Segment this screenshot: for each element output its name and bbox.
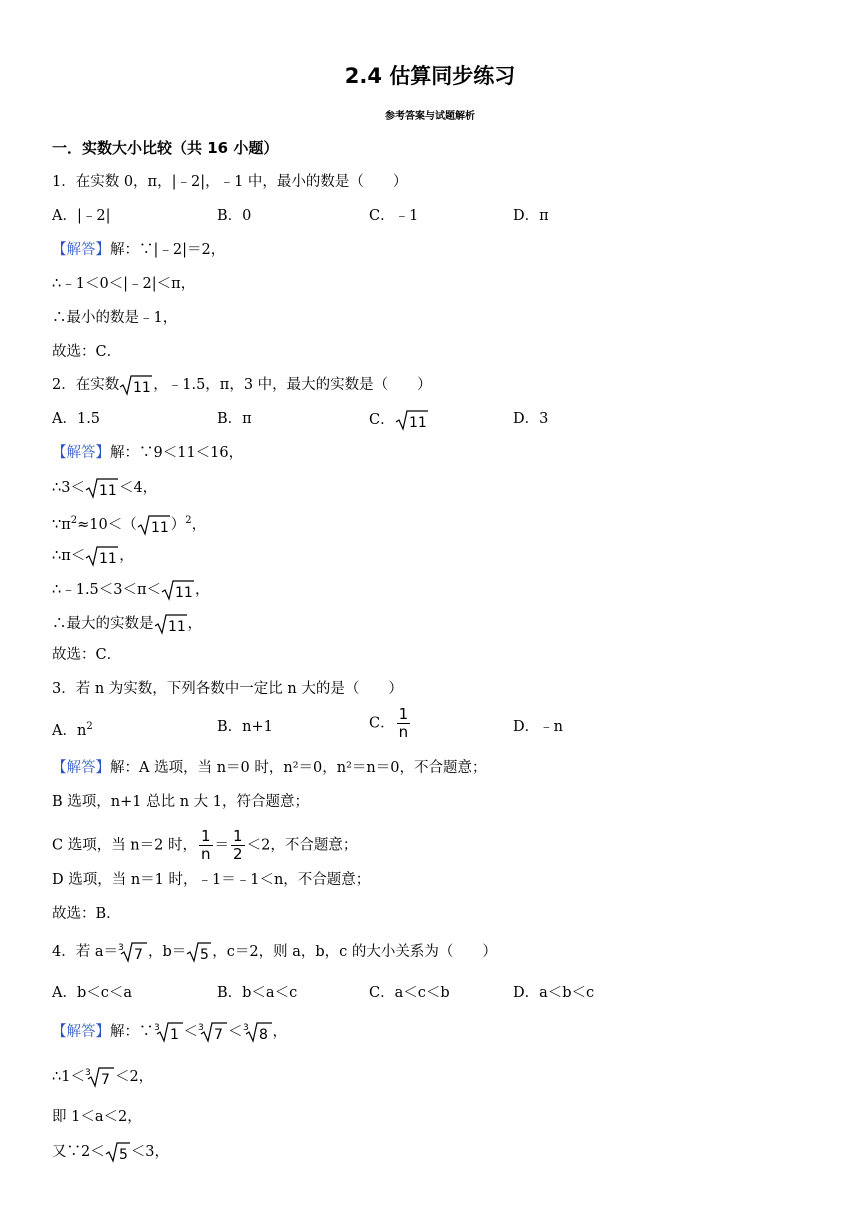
q3-solution-line-2: B 选项，n+1 总比 n 大 1，符合题意； <box>52 794 309 810</box>
question-1-stem: 1．在实数 0，π，|﹣2|，﹣1 中，最小的数是（ ） <box>52 174 408 190</box>
q3-solution-line-1: 【解答】解：A 选项，当 n＝0 时，n²＝0，n²＝n＝0，不合题意； <box>52 760 487 776</box>
q2-solution-line-3: $\because\pi^2\approx 10<$（ 11 ）$^2$， <box>52 515 207 536</box>
q3-option-d: D．﹣n <box>513 719 563 735</box>
q1-option-a: A．|﹣2| <box>52 208 111 224</box>
sqrt-11 <box>137 514 171 536</box>
q4-solution-line-2: ∴1＜ 3 7 ＜2， <box>52 1068 154 1088</box>
question-2-stem: 2．在实数 11 ，﹣1.5，π，3 中，最大的实数是（ ） <box>52 374 432 396</box>
svg-text:7: 7 <box>214 1027 223 1043</box>
answer-tag: 【解答】 <box>52 242 110 258</box>
sqrt-5 <box>105 1141 131 1163</box>
q3-option-a: A．$n^2$ <box>52 721 93 739</box>
svg-text:1: 1 <box>169 1027 179 1043</box>
q4-option-a: A．b＜c＜a <box>52 985 133 1001</box>
q3-solution-line-3: C 选项，当 n＝2 时， $\frac{1}{n}$ ＝ $\frac{1}{2}$ ＜2，不合题意； <box>52 827 358 863</box>
q1-option-d: D．π <box>513 208 549 224</box>
sqrt-11 <box>85 545 119 567</box>
fraction-1-over-2: $\frac{1}{2}$ <box>233 827 243 863</box>
q1-option-b: B．0 <box>217 208 252 224</box>
page-title: 2.4 估算同步练习 <box>344 64 516 88</box>
cbrt-8 <box>243 1021 273 1043</box>
sqrt-11 <box>119 374 153 396</box>
svg-text:11: 11 <box>133 380 152 396</box>
svg-text:11: 11 <box>167 619 186 635</box>
svg-text:3: 3 <box>242 1023 249 1033</box>
section-heading: 一．实数大小比较（共 16 小题） <box>52 139 279 157</box>
q2-option-b: B．π <box>217 411 252 427</box>
svg-text:7: 7 <box>100 1072 110 1088</box>
svg-text:11: 11 <box>408 415 427 431</box>
q3-option-c: C． $\frac{1}{n}$ <box>369 705 409 741</box>
cbrt-7 <box>198 1021 228 1043</box>
q1-solution-line-4: 故选：C． <box>52 344 122 360</box>
svg-text:3: 3 <box>84 1068 91 1078</box>
svg-text:3: 3 <box>198 1023 204 1033</box>
cbrt-7 <box>85 1066 115 1088</box>
question-3-stem: 3．若 n 为实数，下列各数中一定比 n 大的是（ ） <box>52 681 403 697</box>
sqrt-11 <box>85 477 119 499</box>
q4-solution-line-4: 又∵2＜ 5 ＜3， <box>52 1141 169 1163</box>
svg-text:5: 5 <box>118 1147 128 1163</box>
q2-solution-line-1: 【解答】解：∵9＜11＜16， <box>52 445 244 461</box>
svg-text:11: 11 <box>150 519 169 536</box>
q4-solution-line-3: 即 1＜a＜2， <box>52 1109 142 1125</box>
q3-option-b: B．n+1 <box>217 719 273 735</box>
svg-text:11: 11 <box>175 585 193 601</box>
sqrt-11 <box>395 409 429 431</box>
q2-option-c: C． 11 <box>369 409 429 431</box>
q4-option-d: D．a＜b＜c <box>513 985 595 1001</box>
q3-solution-line-5: 故选：B． <box>52 906 121 922</box>
q2-solution-line-2: ∴3＜ 11 ＜4， <box>52 477 157 499</box>
q2-option-a: A．1.5 <box>52 411 101 427</box>
question-4-stem: 4．若 a＝ 3 7 ，b＝ 5 ，c＝2，则 a，b，c 的大小关系为（ ） <box>52 943 497 963</box>
svg-text:11: 11 <box>99 551 118 567</box>
sqrt-11 <box>161 579 195 601</box>
svg-text:3: 3 <box>153 1023 160 1033</box>
svg-text:7: 7 <box>133 947 143 963</box>
fraction-1-over-n: $\frac{1}{n}$ <box>201 827 211 863</box>
sqrt-5 <box>186 941 212 963</box>
q2-solution-line-7: 故选：C． <box>52 647 122 663</box>
svg-text:5: 5 <box>200 947 210 963</box>
q2-solution-line-4: ∴π＜ 11 ， <box>52 545 134 567</box>
fraction-1-over-n: $\frac{1}{n}$ <box>398 705 409 741</box>
q1-solution-line-2: ∴﹣1＜0＜|﹣2|＜π， <box>52 276 196 292</box>
q2-option-d: D．3 <box>513 411 549 427</box>
q4-solution-line-1: 【解答】解：∵ 3 1 ＜ 3 7 ＜ 3 8 ， <box>52 1023 287 1043</box>
q4-option-b: B．b＜a＜c <box>217 985 298 1001</box>
sqrt-11 <box>154 613 188 635</box>
cbrt-7 <box>118 941 148 963</box>
q2-solution-line-5: ∴﹣1.5＜3＜π＜ 11 ， <box>52 579 210 601</box>
page-subtitle: 参考答案与试题解析 <box>385 111 475 122</box>
q4-option-c: C．a＜c＜b <box>369 985 450 1001</box>
svg-text:8: 8 <box>258 1027 268 1043</box>
q3-solution-line-4: D 选项，当 n＝1 时，﹣1＝﹣1＜n，不合题意； <box>52 872 371 888</box>
svg-text:3: 3 <box>117 943 124 953</box>
q1-solution-line-3: ∴最小的数是﹣1， <box>52 310 178 326</box>
q1-option-c: C．﹣1 <box>369 208 419 224</box>
svg-text:11: 11 <box>98 483 117 499</box>
cbrt-1 <box>154 1021 184 1043</box>
q2-solution-line-6: ∴最大的实数是 11 ， <box>52 613 202 635</box>
q1-solution-line-1: 【解答】解：∵|﹣2|＝2， <box>52 242 226 258</box>
